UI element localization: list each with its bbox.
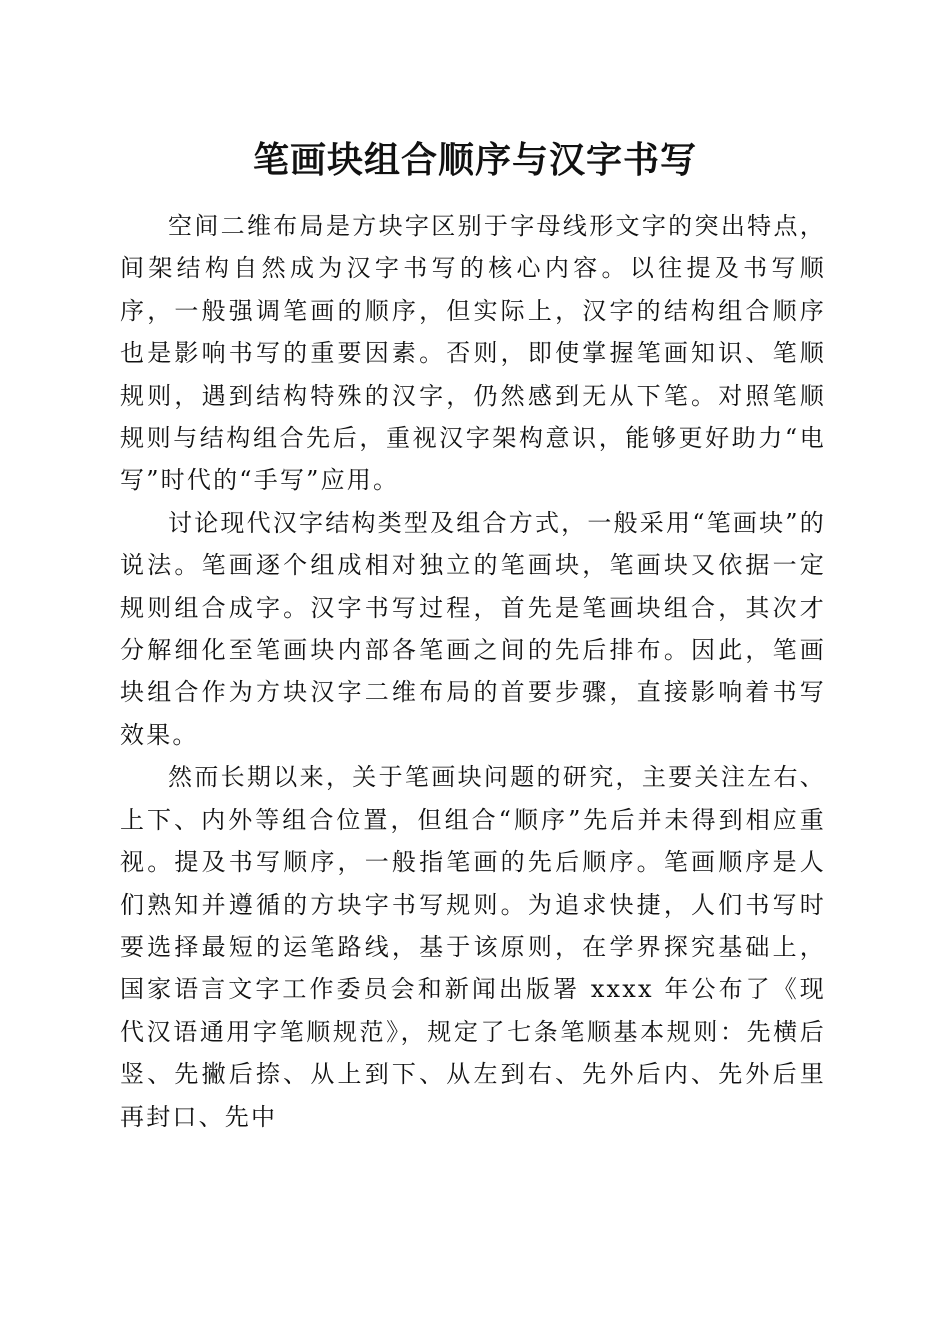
paragraph: 空间二维布局是方块字区别于字母线形文字的突出特点，间架结构自然成为汉字书写的核心内容。以往提及书写顺序，一般强调笔画的顺序，但实际上，汉字的结构组合顺序也是影响书写的重要因素。否则，即使掌握笔画知识、笔顺规则，遇到结构特殊的汉字，仍然感到无从下笔。对照笔顺规则与结构组合先后，重视汉字架构意识，能够更好助力“电写”时代的“手写”应用。 [120,212,826,495]
document-title: 笔画块组合顺序与汉字书写 [252,139,697,181]
document-body [120,205,826,1138]
paragraph: 讨论现代汉字结构类型及组合方式，一般采用“笔画块”的说法。笔画逐个组成相对独立的笔画块，笔画块又依据一定规则组合成字。汉字书写过程，首先是笔画块组合，其次才分解细化至笔画块内部各笔画之间的先后排布。因此，笔画块组合作为方块汉字二维布局的首要步骤，直接影响着书写效果。 [120,508,826,749]
paragraph: 然而长期以来，关于笔画块问题的研究，主要关注左右、上下、内外等组合位置，但组合“顺序”先后并未得到相应重视。提及书写顺序，一般指笔画的先后顺序。笔画顺序是人们熟知并遵循的方块字书写规则。为追求快捷，人们书写时要选择最短的运笔路线，基于该原则，在学界探究基础上，国家语言文字工作委员会和新闻出版署 xxxx 年公布了《现代汉语通用字笔顺规范》，规定了七条笔顺基本规则：先横后竖、先撇后捺、从上到下、从左到右、先外后内、先外后里再封口、先中 [120,763,826,1131]
